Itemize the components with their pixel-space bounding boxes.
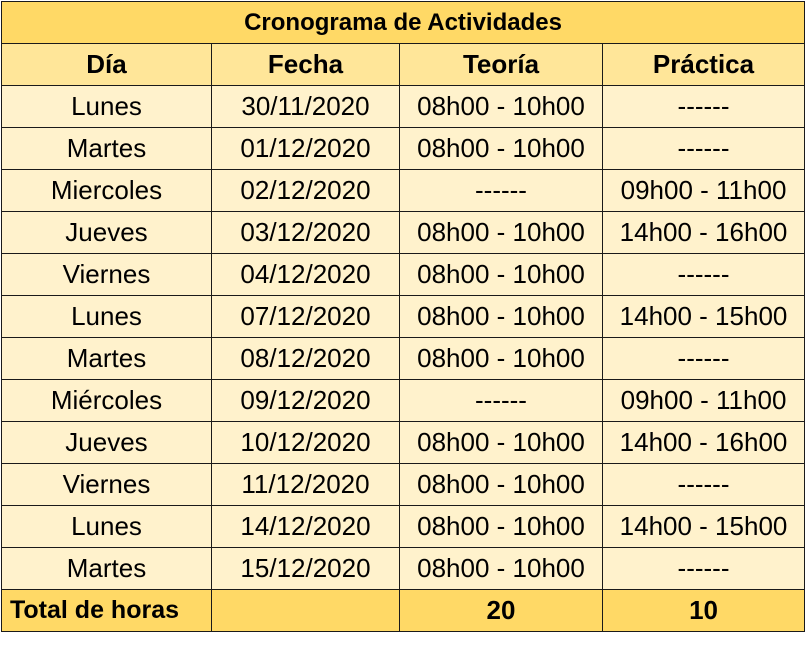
cell-fecha: 04/12/2020 [212,254,400,296]
cell-dia: Jueves [2,422,212,464]
header-teoria: Teoría [400,44,603,86]
cell-practica: ------ [603,86,805,128]
table-row [2,548,805,590]
cell-fecha: 03/12/2020 [212,212,400,254]
table-row [2,170,805,212]
cell-fecha: 10/12/2020 [212,422,400,464]
total-label: Total de horas [2,590,212,632]
cell-practica: 09h00 - 11h00 [603,380,805,422]
cell-fecha: 14/12/2020 [212,506,400,548]
total-teoria: 20 [400,590,603,632]
cell-teoria: 08h00 - 10h00 [400,338,603,380]
cell-teoria: 08h00 - 10h00 [400,296,603,338]
schedule-table [1,1,805,632]
cell-fecha: 30/11/2020 [212,86,400,128]
cell-practica: 14h00 - 15h00 [603,506,805,548]
cell-practica: 14h00 - 16h00 [603,422,805,464]
cell-teoria: 08h00 - 10h00 [400,422,603,464]
table-row [2,506,805,548]
cell-teoria: 08h00 - 10h00 [400,464,603,506]
table-row [2,128,805,170]
total-practica: 10 [603,590,805,632]
cell-dia: Miércoles [2,380,212,422]
total-fecha [212,590,400,632]
cell-teoria: 08h00 - 10h00 [400,506,603,548]
cell-dia: Martes [2,548,212,590]
cell-fecha: 02/12/2020 [212,170,400,212]
table-row [2,296,805,338]
cell-teoria: 08h00 - 10h00 [400,212,603,254]
cell-dia: Martes [2,128,212,170]
cell-practica: 14h00 - 16h00 [603,212,805,254]
cell-dia: Viernes [2,464,212,506]
cell-practica: ------ [603,338,805,380]
table-row [2,338,805,380]
cell-dia: Lunes [2,86,212,128]
cell-practica: ------ [603,548,805,590]
cell-dia: Viernes [2,254,212,296]
table-row [2,254,805,296]
cell-teoria: 08h00 - 10h00 [400,86,603,128]
table-row [2,380,805,422]
table-row [2,212,805,254]
table-row [2,86,805,128]
cell-fecha: 01/12/2020 [212,128,400,170]
cell-teoria: ------ [400,380,603,422]
cell-practica: 09h00 - 11h00 [603,170,805,212]
cell-dia: Lunes [2,506,212,548]
total-row [2,590,805,632]
title-row [2,2,805,44]
cell-teoria: ------ [400,170,603,212]
cell-dia: Miercoles [2,170,212,212]
table-title: Cronograma de Actividades [2,2,805,44]
header-practica: Práctica [603,44,805,86]
cell-teoria: 08h00 - 10h00 [400,548,603,590]
cell-fecha: 08/12/2020 [212,338,400,380]
cell-practica: ------ [603,254,805,296]
table-row [2,464,805,506]
cell-practica: 14h00 - 15h00 [603,296,805,338]
table-row [2,422,805,464]
cell-fecha: 09/12/2020 [212,380,400,422]
header-dia: Día [2,44,212,86]
cell-practica: ------ [603,464,805,506]
cell-fecha: 07/12/2020 [212,296,400,338]
cell-teoria: 08h00 - 10h00 [400,128,603,170]
cell-teoria: 08h00 - 10h00 [400,254,603,296]
cell-fecha: 15/12/2020 [212,548,400,590]
cell-dia: Jueves [2,212,212,254]
cell-practica: ------ [603,128,805,170]
cell-dia: Lunes [2,296,212,338]
cell-fecha: 11/12/2020 [212,464,400,506]
header-row [2,44,805,86]
cell-dia: Martes [2,338,212,380]
header-fecha: Fecha [212,44,400,86]
